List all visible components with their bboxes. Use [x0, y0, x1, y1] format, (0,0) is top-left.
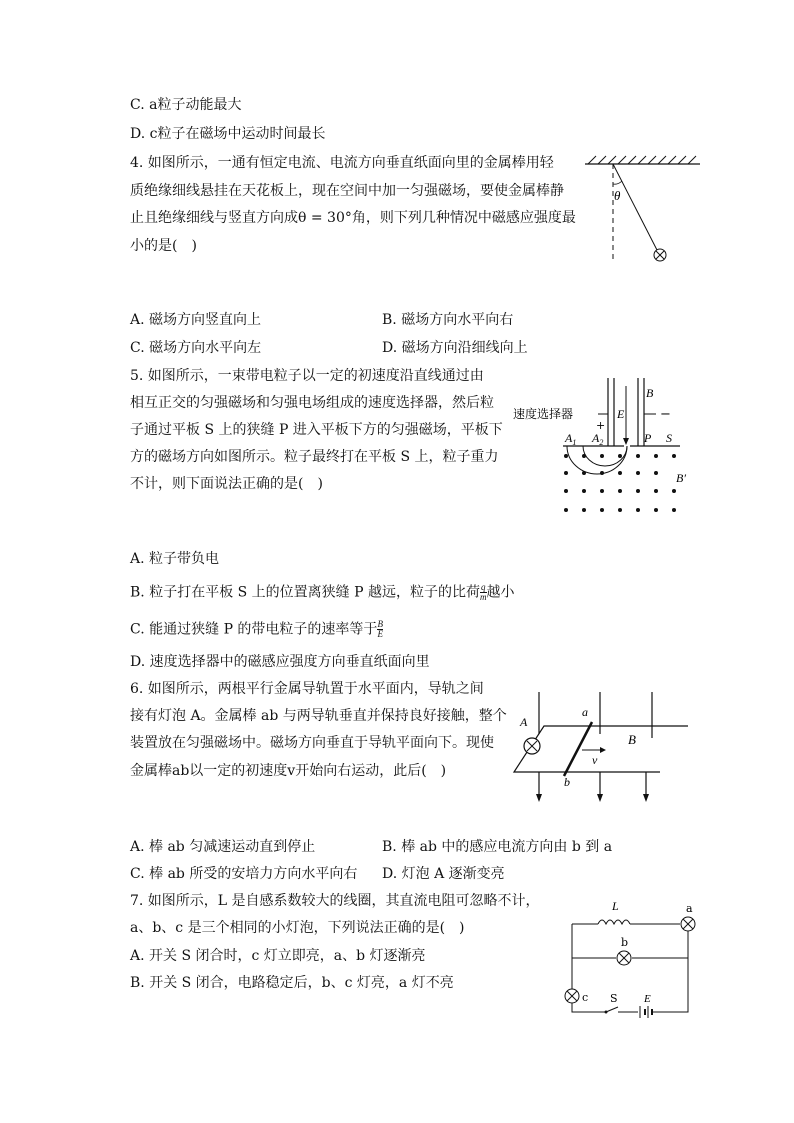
q5-line-2: 相互正交的匀强磁场和匀强电场组成的速度选择器，然后粒: [130, 395, 494, 411]
q6-line-2: 接有灯泡 A。金属棒 ab 与两导轨垂直并保持良好接触，整个: [130, 708, 507, 724]
bulb-b-label: b: [621, 936, 629, 949]
circuit-wires: [572, 924, 688, 1012]
b-over-e-fraction: [377, 620, 383, 639]
q4-line-3: 止且绝缘细线与竖直方向成θ = 30°角，则下列几种情况中磁感应强度最: [130, 210, 576, 226]
e-label: E: [617, 407, 625, 421]
q5-option-c-pre: C. 能通过狭缝 P 的带电粒子的速率等于: [130, 621, 378, 638]
q4-option-a: A. 磁场方向竖直向上: [130, 312, 262, 328]
frac-b: B: [377, 619, 383, 629]
circuit-figure: [558, 898, 698, 1022]
a1-label: $A_1$: [565, 431, 577, 447]
q4-option-b: B. 磁场方向水平向右: [382, 312, 514, 328]
q6-option-b: B. 棒 ab 中的感应电流方向由 b 到 a: [382, 839, 613, 855]
q6-option-a: A. 棒 ab 匀减速运动直到停止: [130, 839, 316, 855]
metal-rod: [564, 722, 592, 776]
b-end-label: b: [564, 775, 570, 789]
p-label: P: [644, 431, 652, 445]
q5-option-b-post: 越小: [486, 584, 515, 601]
frac-e: E: [377, 629, 383, 639]
switch-label: S: [610, 992, 618, 1005]
q7-option-b: B. 开关 S 闭合，电路稳定后，b、c 灯亮，a 灯不亮: [130, 975, 454, 991]
bulb-a-label: a: [686, 902, 693, 915]
frac-q: q: [481, 582, 486, 592]
a-label: a: [582, 705, 588, 719]
field-label: B: [628, 732, 636, 747]
q4-line-4: 小的是( ): [130, 238, 197, 254]
plus-label: +: [596, 419, 606, 432]
q5-option-d: D. 速度选择器中的磁感应强度方向垂直纸面向里: [130, 654, 430, 670]
q4-option-d: D. 磁场方向沿细线向上: [382, 340, 528, 356]
option-d: D. c粒子在磁场中运动时间最长: [130, 126, 326, 142]
b-prime-label: B′: [676, 471, 686, 485]
rails-figure: [510, 688, 700, 806]
ceiling-hatch: [588, 156, 696, 164]
b-label: B: [646, 386, 654, 400]
option-c: C. a粒子动能最大: [130, 97, 242, 113]
q5-option-a: A. 粒子带负电: [130, 551, 220, 567]
q7-option-a: A. 开关 S 闭合时，c 灯立即亮，a、b 灯逐渐亮: [130, 948, 426, 964]
q5-line-4: 方的磁场方向如图所示。粒子最终打在平板 S 上，粒子重力: [130, 449, 499, 465]
q6-option-c: C. 棒 ab 所受的安培力方向水平向右: [130, 866, 358, 882]
a2-label: $A_2$: [592, 431, 604, 447]
q5-option-b-pre: B. 粒子打在平板 S 上的位置离狭缝 P 越远，粒子的比荷: [130, 584, 480, 601]
thread: [613, 164, 657, 250]
theta-label: θ: [614, 188, 621, 203]
v-label: v: [592, 753, 598, 767]
pendulum-figure: [580, 150, 710, 270]
selector-label: 速度选择器: [513, 407, 574, 421]
field-dots: [564, 454, 676, 512]
bulb-c-label: c: [582, 991, 589, 1004]
q5-line-3: 子通过平板 S 上的狭缝 P 进入平板下方的匀强磁场，平板下: [130, 422, 503, 438]
velocity-selector-figure: [508, 372, 708, 522]
q5-option-c: [130, 620, 383, 639]
bulb-label: A: [520, 715, 528, 729]
q4-option-c: C. 磁场方向水平向左: [130, 340, 262, 356]
q5-line-1: 5. 如图所示，一束带电粒子以一定的初速度沿直线通过由: [130, 368, 484, 384]
q5-line-5: 不计，则下面说法正确的是( ): [130, 476, 323, 492]
inductor-label: L: [612, 899, 619, 913]
s-label: S: [666, 431, 672, 445]
frac-m: m: [480, 592, 487, 602]
q6-line-3: 装置放在匀强磁场中。磁场方向垂直于导轨平面向下。现使: [130, 735, 494, 751]
minus-label: −: [660, 407, 671, 422]
q4-line-1: 4. 如图所示，一通有恒定电流、电流方向垂直纸面向里的金属棒用轻: [130, 155, 554, 171]
q5-option-b: [130, 583, 515, 602]
angle-arc: [613, 181, 622, 184]
q6-option-d: D. 灯泡 A 逐渐变亮: [382, 866, 505, 882]
emf-label: E: [644, 993, 651, 1005]
q6-line-4: 金属棒ab以一定的初速度v开始向右运动，此后( ): [130, 763, 447, 779]
q6-line-1: 6. 如图所示，两根平行金属导轨置于水平面内，导轨之间: [130, 681, 484, 697]
q7-line-2: a、b、c 是三个相同的小灯泡，下列说法正确的是( ): [130, 920, 465, 936]
inductor-coil: [598, 920, 630, 924]
q7-line-1: 7. 如图所示，L 是自感系数较大的线圈，其直流电阻可忽略不计，: [130, 893, 540, 909]
q4-line-2: 质绝缘细线悬挂在天花板上，现在空间中加一匀强磁场，要使金属棒静: [130, 183, 564, 199]
switch-s: [606, 1007, 618, 1012]
outer-trajectory: [567, 446, 627, 474]
